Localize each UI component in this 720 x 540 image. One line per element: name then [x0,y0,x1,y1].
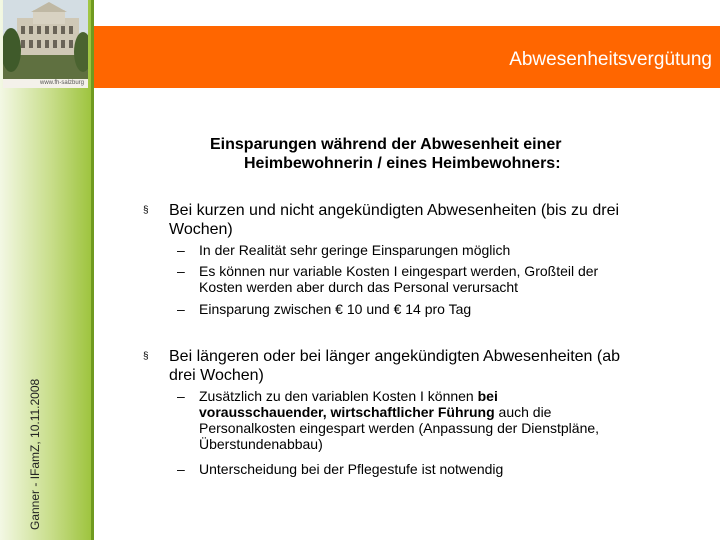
header-band [94,26,720,88]
sub-bullet-line: Unterscheidung bei der Pflegestufe ist notwendig [199,461,504,477]
sub-bullet-line: Es können nur variable Kosten I eingespart werden, Großteil der [199,263,599,279]
bullet-line: drei Wochen) [169,367,264,384]
dash-marker: – [177,242,185,258]
dash-marker: – [177,301,185,317]
building-photo-icon [3,0,88,88]
sub-bullet-line: Überstundenabbau) [199,436,323,452]
sub-bullet [177,461,697,479]
sub-bullet-line: Kosten werden aber durch das Personal verursacht [199,279,519,295]
sub-bullet-line: Personalkosten eingespart werden (Anpassung der Dienstpläne, [199,420,600,436]
sub-bullet [177,263,697,299]
sub-bullet [177,242,697,260]
bullet-long-absence [143,347,703,387]
subtitle-line-2: Heimbewohnerin / eines Heimbewohners: [244,155,561,172]
logo-caption: www.fh-salzburg [3,79,88,88]
sub-bullet [177,301,697,319]
sub-bullet-line: Einsparung zwischen € 10 und € 14 pro Tag [199,301,472,317]
dash-marker: – [177,388,185,404]
bullet-line: Bei längeren oder bei länger angekündigten Abwesenheiten (ab [169,348,621,365]
bullet-short-absence [143,201,703,241]
subtitle-line-1: Einsparungen während der Abwesenheit einer [210,136,562,153]
bullet-text [169,201,619,239]
text-run: Zusätzlich zu den variablen Kosten I können [199,388,478,404]
sub-bullet-line [199,404,599,420]
sub-bullet-line [199,388,599,404]
bullet-marker: § [143,205,149,216]
dash-marker: – [177,263,185,279]
slide-subtitle [210,135,640,173]
logo-image [3,0,88,88]
dash-marker: – [177,461,185,477]
footer-vertical-text: Ganner - IFamZ, 10.11.2008 [28,378,42,530]
bullet-marker: § [143,351,149,362]
text-run-bold: bei [477,388,498,404]
sub-bullet-line: In der Realität sehr geringe Einsparungen möglich [199,242,511,258]
header-top-strip [94,0,720,26]
slide-title: Abwesenheitsvergütung [509,49,712,70]
bullet-line: Bei kurzen und nicht angekündigten Abwesenheiten (bis zu drei [169,202,620,219]
bullet-text [169,347,620,385]
text-run: auch die [494,404,552,420]
text-run-bold: vorausschauender, wirtschaftlicher Führung [199,404,495,420]
bullet-line: Wochen) [169,221,233,238]
sub-bullet [177,388,697,456]
